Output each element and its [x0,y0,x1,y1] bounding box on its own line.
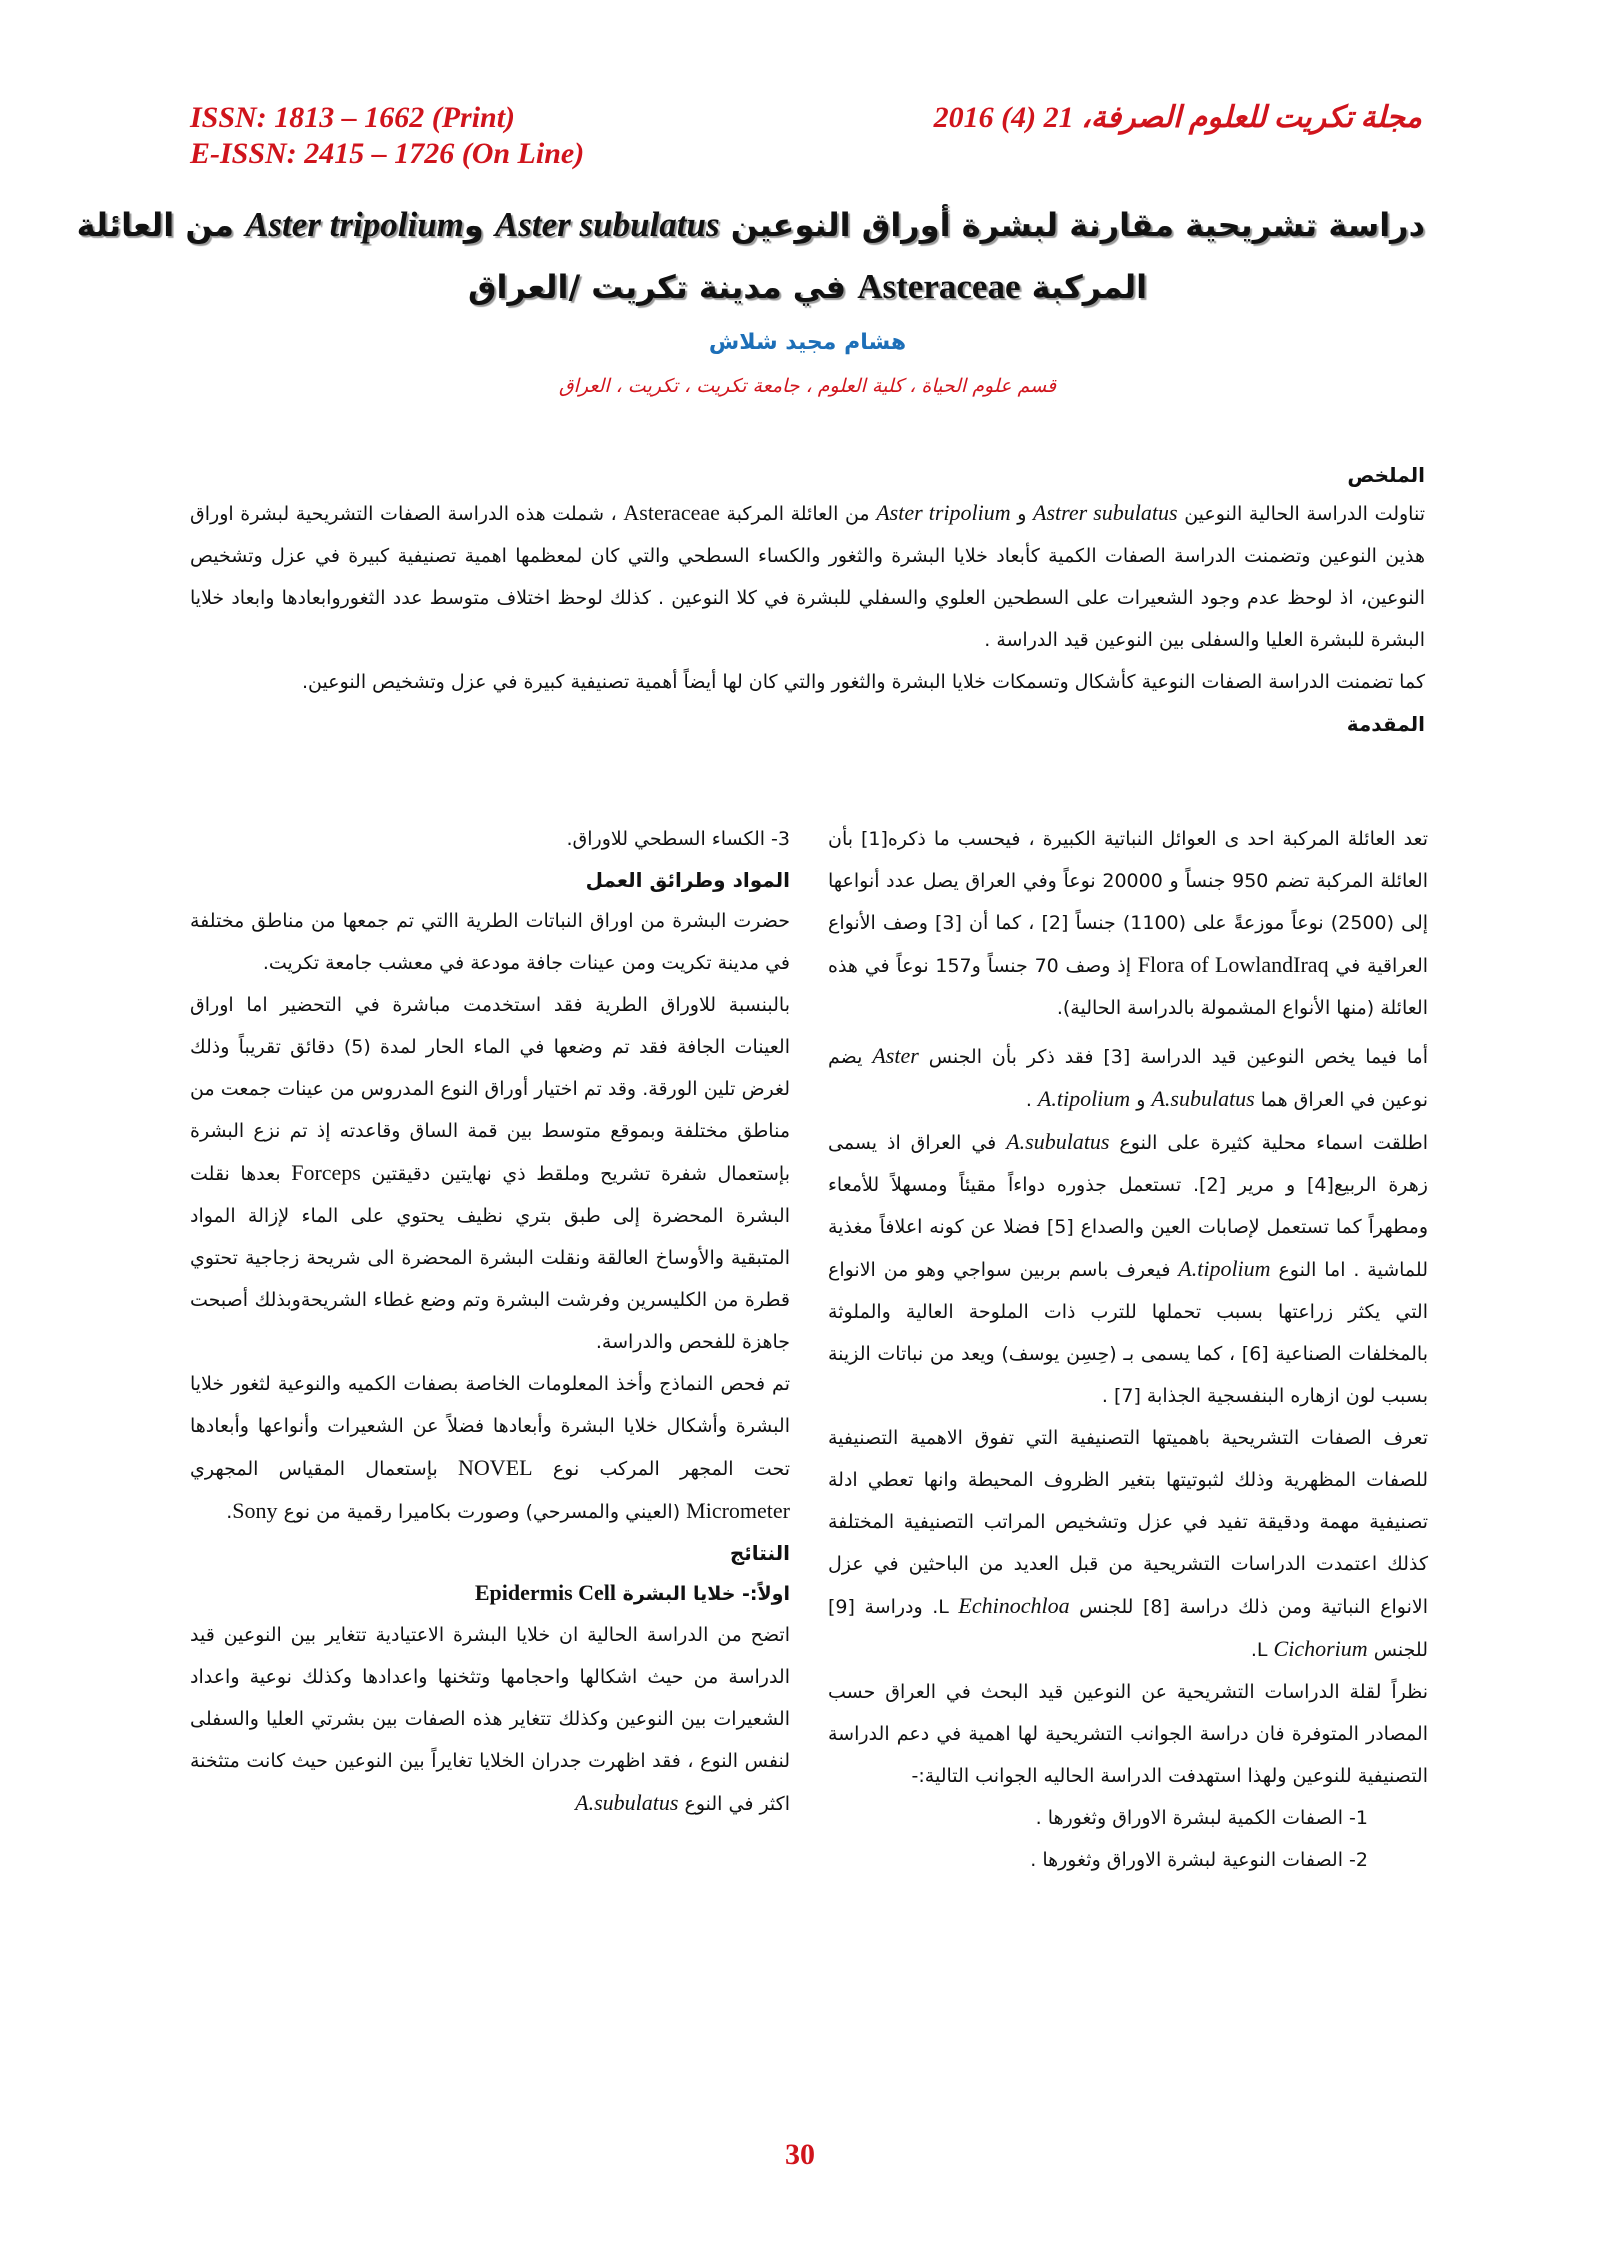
intro-paragraph [828,1417,1428,1671]
genus-name: Cichorium [1273,1636,1368,1661]
species-name: A.tipolium [1178,1256,1271,1281]
body-text: في العراق اذ يسمى زهرة الربيع[4] و مرير [2]. تستعمل جذوره دواءاً مقيئاً ومسهلاً للأمعاء ومطهراً كما تستعمل لإصابات العين والصداع [5] فضلا عن كونه اعلافاً مغذية للماشية . اما النوع [828,1132,1428,1281]
title-text: و [463,206,495,244]
body-text: تناولت الدراسة الحالية النوعين [1177,503,1425,525]
body-text: يضم نوعين في العراق هما [828,1046,1428,1111]
body-text: بعدها نقلت البشرة المحضرة إلى طبق بتري نظيف يحتوي على الماء لإزالة المواد المتبقية والأوساخ العالقة ونقلت البشرة المحضرة الى شريحة زجاجية تحتوي قطرة من الكليسرين وفرشت البشرة وتم وضع غطاء الشريحةوبذلك أصبحت جاهزة للفحص والدراسة. [190,1163,790,1353]
methods-paragraph: حضرت البشرة من اوراق النباتات الطرية االتي تم جمعها من مناطق مختلفة في مدينة تكريت ومن عينات جافة مودعة في معشب جامعة تكريت. [190,910,790,974]
aims-list-item: 2- الصفات النوعية لبشرة الاوراق وثغورها . [1030,1849,1368,1871]
body-text: بالبنسبة للاوراق الطرية فقد استخدمت مباشرة في التحضير اما اوراق العينات الجافة فقد تم وضعها في الماء الحار لمدة (5) دقائق تقريباً وذلك لغرض تلين الورقة. وقد تم اختيار أوراق النوع المدروس من عينات جمعت من مناطق مختلفة وبموقع متوسط بين قمة الساق وقاعدته إذ تم نزع البشرة بإستعمال شفرة تشريح وملقط ذي نهايتين دقيقتين [190,994,790,1185]
camera-brand: Sony [232,1498,278,1523]
abstract-paragraph: كما تضمنت الدراسة الصفات النوعية كأشكال وتسمكات خلايا البشرة والثغور والتي كان لها أيضاً أهمية تصنيفية كبيرة في عزل وتشخيص النوعين. [301,671,1425,693]
family-name: Asteraceae [623,500,720,525]
body-text: اتضح من الدراسة الحالية ان خلايا البشرة الاعتيادية تتغاير بين النوعين قيد الدراسة من حيث اشكالها واحجامها وتثخنها واعدادها وكذلك نوعية واعداد الشعيرات بين النوعين وكذلك تتغاير هذه الصفات بين بشرتي العليا والسفلى لنفس النوع ، فقد اظهرت جدران الخلايا تغايراً بين النوعين حيث كانت متثخنة اكثر في النوع [190,1624,790,1815]
page-number: 30 [785,2138,815,2171]
subheading-latin: Epidermis Cell [474,1580,617,1605]
results-paragraph [190,1614,790,1825]
species-name: Aster subulatus [494,205,720,244]
body-text: (العيني والمسرحي) وصورت بكاميرا رقمية من نوع [277,1501,687,1523]
abstract-heading: الملخص [1347,463,1425,487]
species-name: Aster tripolium [876,500,1011,525]
abstract-section [190,458,1425,741]
methods-paragraph [190,1363,790,1533]
title-text: من العائلة [76,206,246,244]
body-text: . [1025,1089,1038,1111]
microscope-name: NOVEL [458,1455,533,1480]
species-name: Astrer subulatus [1033,500,1178,525]
genus-name: Aster [872,1043,919,1068]
abstract-paragraph [190,492,1425,661]
body-text: و [1130,1089,1152,1111]
species-name: A.tipolium [1037,1086,1131,1111]
book-title: Flora of LowlandIraq [1137,952,1329,977]
paper-title-line-2 [190,265,1425,309]
body-text: اطلقت اسماء محلية كثيرة على النوع [1109,1132,1428,1154]
tool-name: Micrometer [686,1498,790,1523]
intro-paragraph [828,1035,1428,1121]
intro-paragraph [828,1121,1428,1417]
species-name: Aster tripolium [245,205,464,244]
introduction-column [828,818,1428,1881]
species-name: A.subulatus [1006,1129,1110,1154]
aims-list-item: 1- الصفات الكمية لبشرة الاوراق وثغورها . [1035,1807,1368,1829]
author-name: هشام مجيد شلاش [708,330,907,355]
paper-title-line-1 [76,203,1425,247]
aims-list-item: 3- الكساء السطحي للاوراق. [566,828,790,850]
body-text: إذ وصف 70 جنساً و157 نوعاً في هذه العائلة (منها الأنواع المشمولة بالدراسة الحالية). [828,955,1428,1019]
introduction-heading: المقدمة [1346,712,1425,736]
issn-block [190,100,584,172]
intro-paragraph: نظراً لقلة الدراسات التشريحية عن النوعين قيد البحث في العراق حسب المصادر المتوفرة فان دراسة الجوانب التشريحية لها اهمية في دعم الدراسة التصنيفية للنوعين ولهذا استهدفت الدراسة الحاليه الجوانب التالية:- [828,1681,1428,1787]
title-text: في مدينة تكريت /العراق [467,268,858,306]
tool-name: Forceps [291,1160,361,1185]
genus-name: Echinochloa [958,1593,1070,1618]
species-name: A.subulatus [1151,1086,1255,1111]
issn-print: ISSN: 1813 – 1662 (Print) [190,101,516,134]
methods-heading: المواد وطرائق العمل [585,868,790,892]
subheading-text: اولاً:- خلايا البشرة [616,1583,790,1605]
issn-online: E-ISSN: 2415 – 1726 (On Line) [190,137,585,170]
results-heading: النتائج [729,1541,790,1565]
family-name: Asteraceae [857,267,1021,306]
methods-column [190,818,790,1825]
author-affiliation: قسم علوم الحياة ، كلية العلوم ، جامعة تكريت ، تكريت ، العراق [558,375,1057,397]
body-text: ، شملت هذه الدراسة الصفات التشريحية لبشرة اوراق هذين النوعين وتضمنت الدراسة الصفات الكمية كأبعاد خلايا البشرة والثغور والكساء السطحي والتي كان لمعظمها اهمية تصنيفية كبيرة في عزل وتشخيص النوعين، اذ لوحظ عدم وجود الشعيرات على السطحين العلوي والسفلي للبشرة في كلا النوعين . كذلك لوحظ اختلاف متوسط عدد الثغوروابعادها وابعاد خلايا البشرة للبشرة العليا والسفلى بين النوعين قيد الدراسة . [190,503,1425,651]
intro-paragraph [828,818,1428,1029]
results-subheading [190,1573,790,1614]
body-text: من العائلة المركبة [719,503,877,525]
body-text: و [1010,503,1033,525]
body-text: . [226,1501,233,1523]
body-text: فيعرف باسم بربين سواجي وهو من الانواع التي يكثر زراعتها بسبب تحملها للترب ذات الملوحة العالية والملوثة بالمخلفات الصناعية [6] ، كما يسمى بـ (حِسِن يوسف) ويعد من نباتات الزينة بسبب لون ازهاره البنفسجية الجذابة [7] . [828,1259,1428,1407]
body-text: تم فحص النماذج وأخذ المعلومات الخاصة بصفات الكميه والنوعية لثغور خلايا البشرة وأشكال خلايا البشرة وأبعادها فضلاً عن الشعيرات وأنواعها وأبعادها تحت المجهر المركب نوع [190,1373,791,1480]
title-text: المركبة [1020,268,1148,306]
body-text: تعد العائلة المركبة احد ى العوائل النباتية الكبيرة ، فيحسب ما ذكره[1] بأن العائلة المركبة تضم 950 جنساً و 20000 نوعاً وفي العراق يصل عدد أنواعها إلى (2500) نوعاً موزعةً على (1100) جنساً [2] ، كما أن [3] وصف الأنواع العراقية في [828,828,1429,977]
body-text: أما فيما يخص النوعين قيد الدراسة [3] فقد ذكر بأن الجنس [918,1046,1428,1068]
species-name: A.subulatus [575,1790,679,1815]
journal-citation: مجلة تكريت للعلوم الصرفة، 21 (4) 2016 [933,101,1422,134]
title-text: دراسة تشريحية مقارنة لبشرة أوراق النوعين [719,206,1425,244]
body-text: بإستعمال المقياس المجهري [190,1458,459,1480]
body-text: L. ودراسة [9] للجنس [828,1596,1428,1661]
body-text: L. [1250,1639,1274,1661]
body-text: تعرف الصفات التشريحية باهميتها التصنيفية التي تفوق الاهمية التصنيفية للصفات المظهرية وذلك لثبوتيتها بتغير الظروف المحيطة وانها تعطي ادلة تصنيفية مهمة ودقيقة تفيد في عزل وتشخيص المراتب التصنيفية المختلفة كذلك اعتمدت الدراسات التشريحية من قبل العديد من الباحثين في عزل الانواع النباتية ومن ذلك دراسة [8] للجنس [828,1427,1428,1618]
methods-paragraph [190,984,790,1363]
